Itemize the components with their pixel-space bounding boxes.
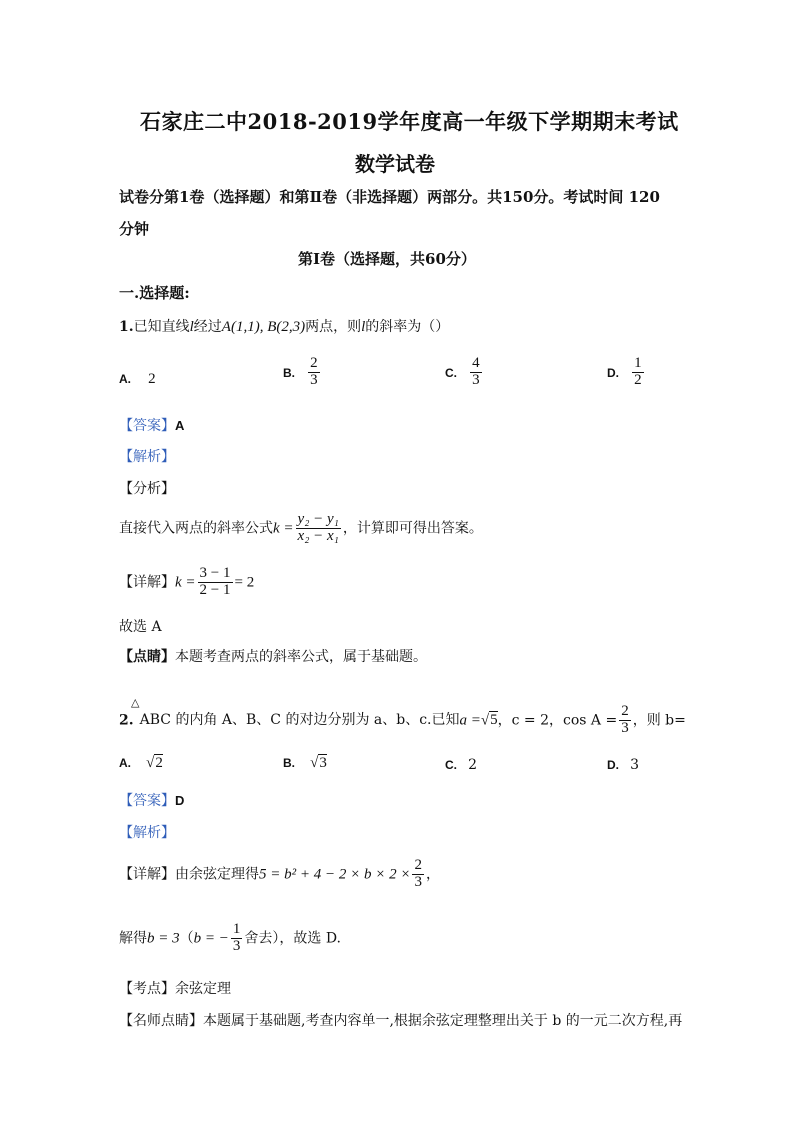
solve-result: b = 3 — [147, 930, 180, 947]
radicand: 2 — [155, 755, 163, 771]
option-label: A. — [119, 372, 131, 386]
kaodian-text: 余弦定理 — [175, 981, 231, 997]
radicand: 3 — [319, 755, 327, 771]
sqrt: √3 — [310, 755, 327, 771]
denominator: 3 — [310, 371, 318, 388]
q1-stem-part: 两点，则 — [305, 319, 362, 335]
section-heading: 一.选择题: — [119, 284, 190, 302]
fraction — [470, 356, 482, 389]
q1-line-var: l — [189, 319, 194, 335]
q2-number: 2. — [119, 712, 134, 729]
numerator: 1 — [232, 921, 241, 937]
q1-detail — [119, 566, 254, 599]
fraction — [198, 566, 233, 599]
q2-triangle-symbol: △ — [131, 696, 140, 709]
q1-points: A(1,1), B(2,3) — [221, 319, 306, 335]
q2-answer — [119, 790, 184, 810]
denominator: 3 — [621, 719, 629, 736]
q1-analysis-tag: 【解析】 — [119, 449, 175, 465]
option-label: C. — [445, 365, 457, 380]
detail-tag: 【详解】 — [119, 574, 175, 591]
solve-text: （ — [179, 930, 194, 947]
q1-number: 1. — [119, 319, 134, 335]
teacher-tag: 【名师点睛】 — [119, 1013, 203, 1029]
numerator: 2 — [414, 857, 422, 873]
q1-stem-part: 经过 — [193, 319, 222, 335]
q2-option-c — [445, 754, 477, 773]
formula-rhs: = 2 — [234, 574, 255, 591]
numerator: 3 − 1 — [199, 565, 231, 581]
rejected-root: b = − — [193, 930, 229, 947]
q2-c-eq: ，c = 2，cos A = — [497, 712, 618, 729]
denominator: 3 — [414, 873, 422, 890]
fenxi-text: 直接代入两点的斜率公式 — [119, 520, 273, 537]
q2-option-b — [283, 752, 327, 772]
answer-tag: 【答案】 — [119, 793, 175, 809]
numerator: 2 — [310, 355, 318, 371]
fenxi-text: ，计算即可得出答案。 — [342, 520, 483, 537]
sqrt: √5 — [480, 712, 498, 729]
cosine-equation: 5 = b² + 4 − 2 × b × 2 × — [259, 866, 411, 883]
comment-tag: 【点睛】 — [119, 649, 175, 665]
solve-text: 解得 — [119, 930, 147, 947]
radicand: 5 — [490, 712, 498, 729]
q2-stem-part: ABC 的内角 A、B、C 的对边分别为 a、b、c.已知 — [139, 712, 460, 729]
denominator: x₂ − x₁ — [297, 527, 339, 544]
detail-text: 由余弦定理得 — [175, 866, 259, 883]
option-value: 2 — [148, 371, 156, 387]
kaodian-tag: 【考点】 — [119, 981, 175, 997]
q2-solve — [119, 922, 341, 955]
option-label: D. — [607, 365, 619, 380]
fraction — [412, 858, 424, 891]
option-label: D. — [607, 758, 619, 772]
answer-value: A — [175, 418, 185, 433]
sqrt: √2 — [146, 755, 163, 771]
numerator: 2 — [621, 703, 629, 719]
option-value: 2 — [468, 757, 478, 773]
q1-stem — [119, 316, 449, 336]
q1-conclusion: 故选 A — [119, 619, 162, 635]
numerator: 1 — [634, 355, 642, 371]
formula-lhs: k = — [175, 574, 196, 591]
option-label: B. — [283, 365, 295, 380]
answer-tag: 【答案】 — [119, 418, 175, 434]
q2-analysis-tag: 【解析】 — [119, 825, 175, 841]
option-label: B. — [283, 756, 295, 770]
numerator: y₂ − y₁ — [297, 511, 339, 527]
solve-text: 舍去），故选 D. — [244, 930, 342, 947]
fraction — [308, 356, 320, 389]
exam-title: 石家庄二中2018-2019学年度高一年级下学期期末考试 — [140, 109, 679, 134]
intro-line-2: 分钟 — [119, 220, 150, 238]
q1-fenxi — [119, 512, 483, 545]
denominator: 2 — [634, 371, 642, 388]
q1-answer — [119, 415, 184, 435]
denominator: 3 — [232, 937, 241, 954]
q2-option-d — [607, 754, 639, 773]
q1-line-var: l — [361, 319, 366, 335]
q1-option-a — [119, 368, 156, 388]
q2-stem — [119, 704, 686, 737]
fraction — [619, 704, 631, 737]
q2-detail — [119, 858, 440, 891]
slope-formula — [296, 512, 341, 545]
part-title: 第Ⅰ卷（选择题，共60分） — [298, 250, 476, 268]
q2-teacher-note — [119, 1010, 682, 1030]
q2-option-a — [119, 752, 163, 772]
answer-value: D — [175, 793, 185, 808]
fraction — [231, 922, 243, 955]
q2-stem-part: ，则 b= — [632, 712, 686, 729]
detail-tag: 【详解】 — [119, 866, 175, 883]
formula-lhs: k = — [273, 520, 294, 537]
q1-comment — [119, 646, 427, 666]
exam-subtitle: 数学试卷 — [355, 152, 435, 176]
denominator: 2 − 1 — [199, 581, 231, 598]
q1-fenxi-tag: 【分析】 — [119, 481, 175, 497]
q2-kaodian — [119, 978, 231, 998]
q2-a-eq: a = — [459, 712, 481, 729]
denominator: 3 — [472, 371, 480, 388]
option-value: 3 — [630, 757, 640, 773]
q1-option-b — [283, 356, 322, 389]
intro-line-1: 试卷分第1卷（选择题）和第Ⅱ卷（非选择题）两部分。共150分。考试时间 120 — [119, 188, 660, 206]
option-label: A. — [119, 756, 131, 770]
q1-stem-part: 已知直线 — [133, 319, 190, 335]
teacher-text: 本题属于基础题,考查内容单一,根据余弦定理整理出关于 b 的一元二次方程,再 — [203, 1013, 683, 1029]
detail-text: ， — [425, 866, 440, 883]
q1-option-c — [445, 356, 484, 389]
numerator: 4 — [472, 355, 480, 371]
comment-text: 本题考查两点的斜率公式，属于基础题。 — [175, 649, 427, 665]
q1-option-d — [607, 356, 646, 389]
q1-stem-part: 的斜率为（） — [365, 319, 450, 335]
fraction — [632, 356, 644, 389]
option-label: C. — [445, 758, 457, 772]
